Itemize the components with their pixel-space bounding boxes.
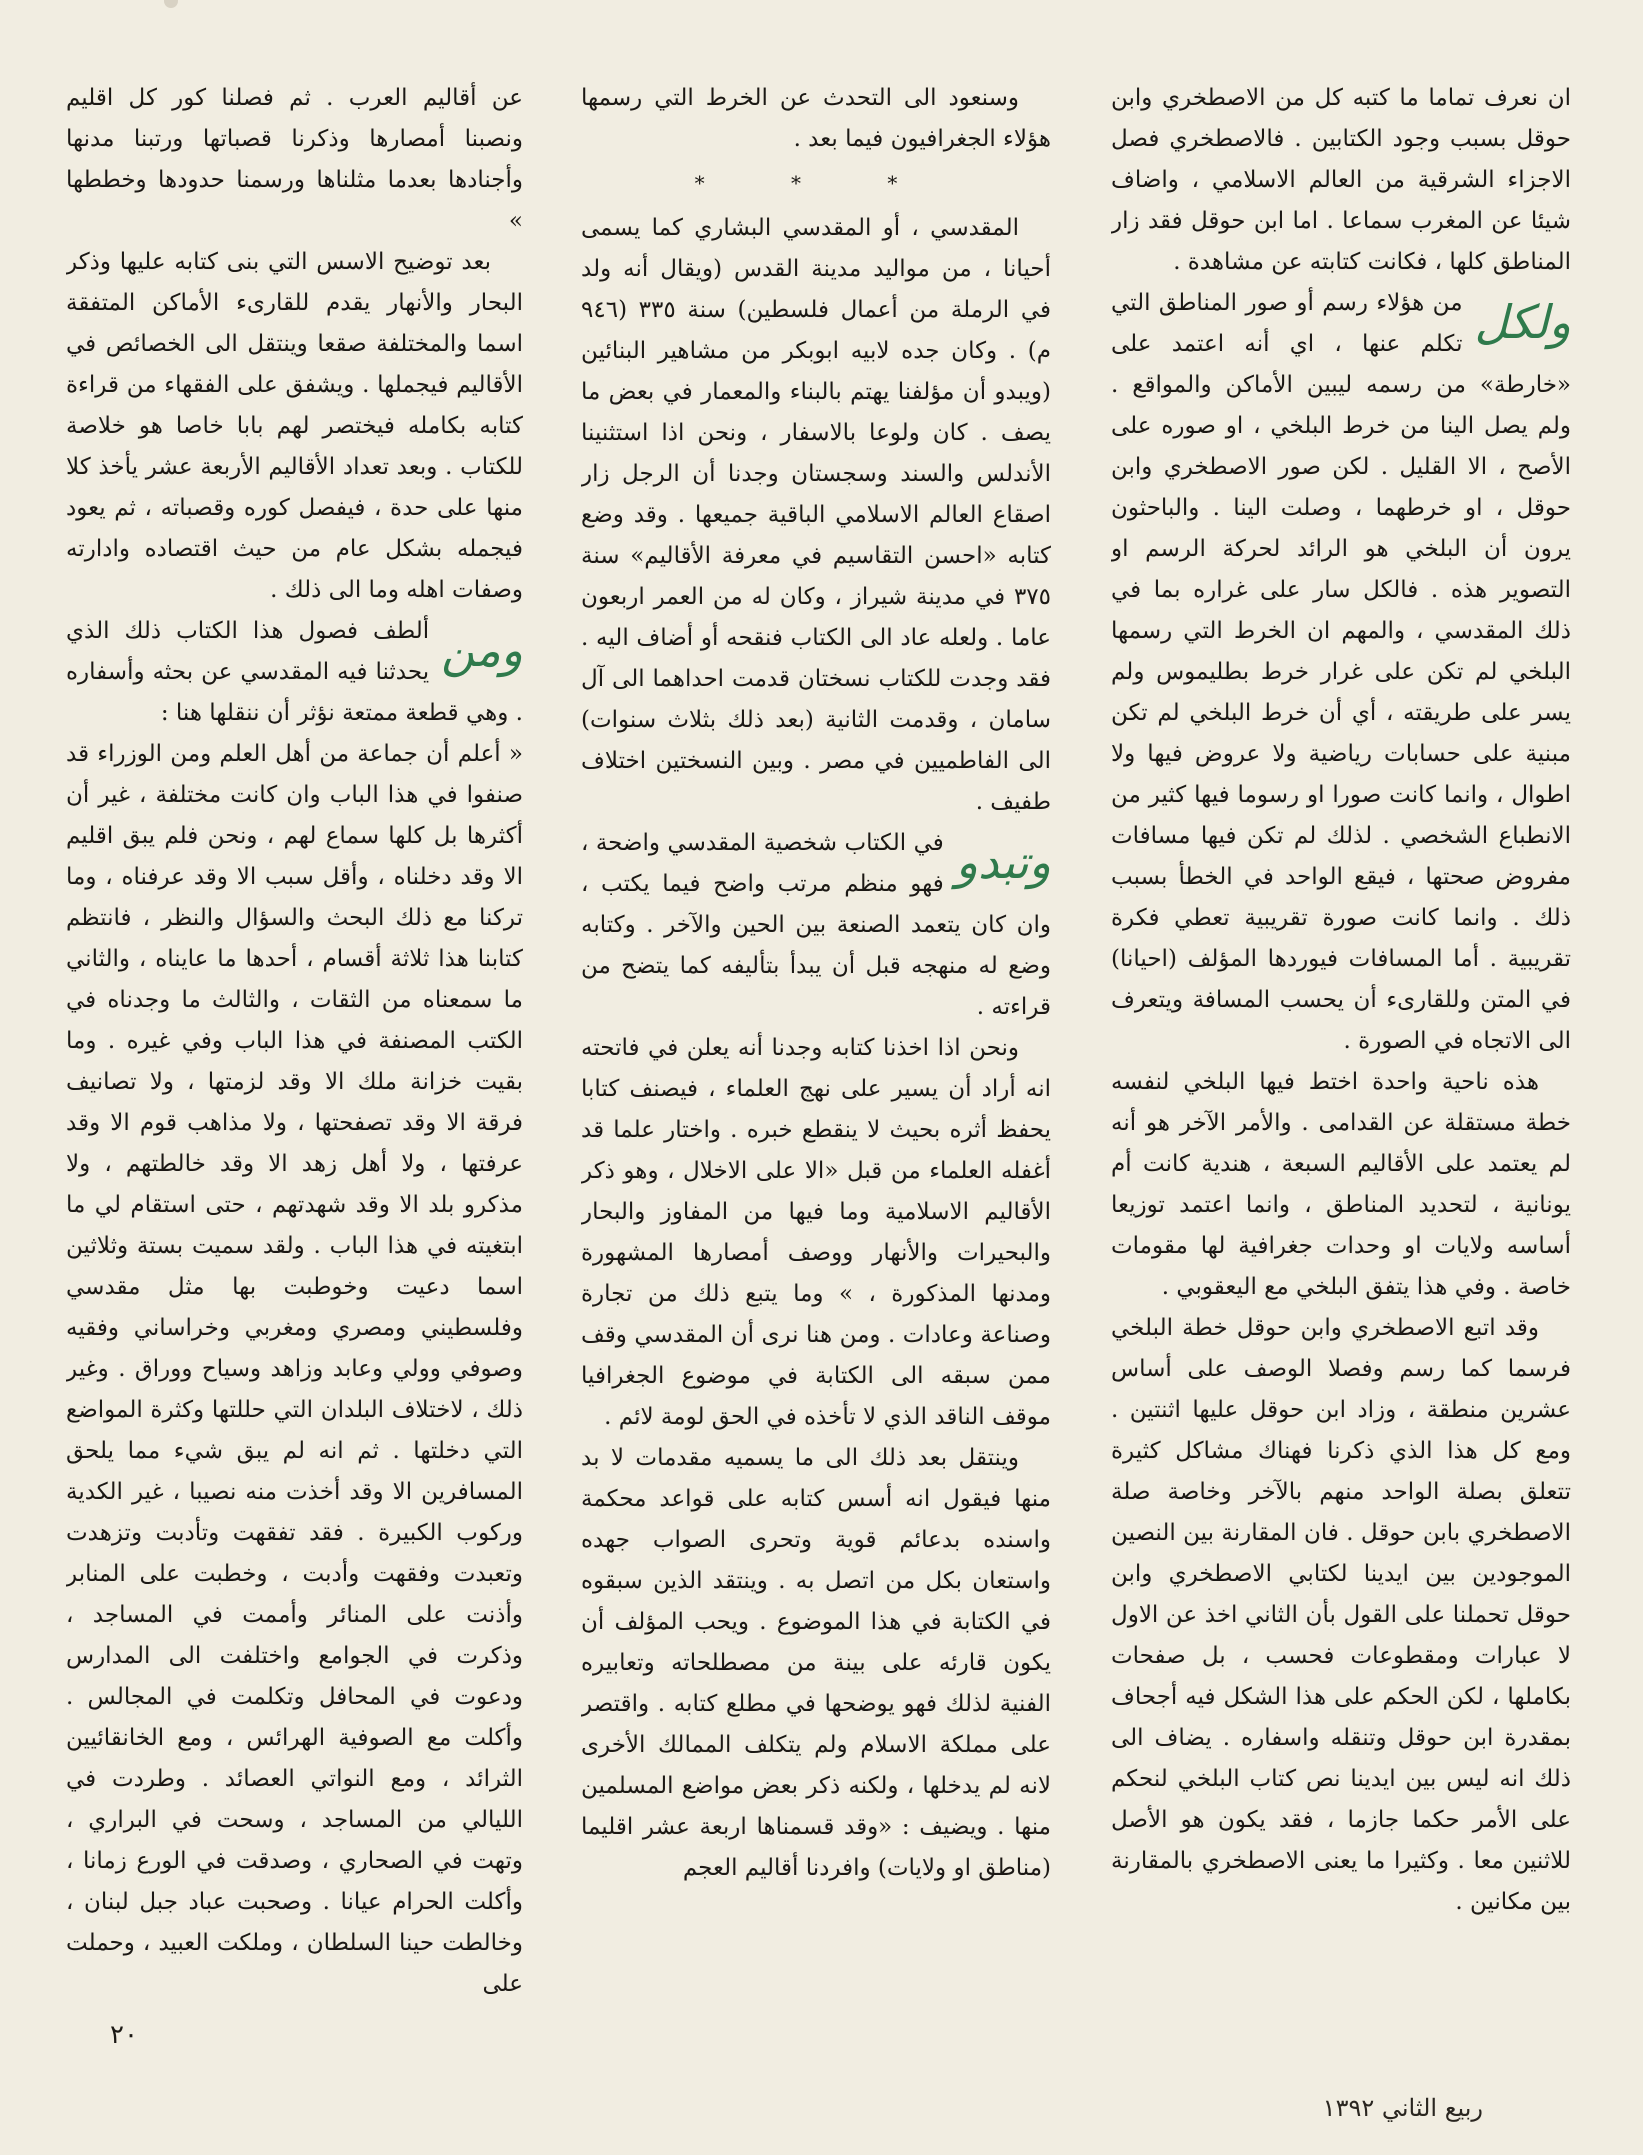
paragraph: عن أقاليم العرب . ثم فصلنا كور كل اقليم ونصبنا أمصارها وذكرنا قصباتها ورتبنا مدنها وأجنادها بعدما مثلناها ورسمنا حدودها وخططها » [66,85,523,234]
paragraph-with-dropcap [581,823,1051,1028]
section-separator: * * * [694,171,938,195]
paragraph: وينتقل بعد ذلك الى ما يسميه مقدمات لا بد منها فيقول انه أسس كتابه على قواعد محكمة واسنده بدعائم قوية وتحرى الصواب جهده واستعان بكل من اتصل به . وينتقد الذين سبقوه في الكتابة في هذا الموضوع . ويحب المؤلف أن يكون قارئه على بينة من مصطلحاته وتعابيره الفنية لذلك فهو يوضحها في مطلع كتابه . واقتصر على مملكة الاسلام ولم يتكلف الممالك الأخرى لانه لم يدخلها ، ولكنه ذكر بعض مواضع المسلمين منها . ويضيف : «وقد قسمناها اربعة عشر اقليما (مناطق او ولايات) وافردنا أقاليم العجم [581,1445,1051,1881]
paragraph: بعد توضيح الاسس التي بنى كتابه عليها وذكر البحار والأنهار يقدم للقارىء الأماكن المتفقة اسما والمختلفة صقعا وينتقل الى الخصائص في الأقاليم فيجملها . ويشفق على الفقهاء من قراءة كتابه بكامله فيختصر لهم بابا خاصا هو خلاصة للكتاب . وبعد تعداد الأقاليم الأربعة عشر يأخذ كلا منها على حدة ، فيفصل كوره وقصباته ، ثم يعود فيجمله بشكل عام من حيث اقتصاده وادارته وصفات اهله وما الى ذلك . [66,249,523,603]
dropcap-word: ولكل [1474,295,1571,349]
paragraph: ان نعرف تماما ما كتبه كل من الاصطخري وابن حوقل بسبب وجود الكتابين . فالاصطخري فصل الاجزاء الشرقية من العالم الاسلامي ، واضاف شيئا عن المغرب سماعا . اما ابن حوقل فقد زار المناطق كلها ، فكانت كتابته عن مشاهدة . [1111,85,1571,275]
dropcap-word: وتبدو [955,835,1051,889]
paragraph-text: ألطف فصول هذا الكتاب ذلك الذي يحدثنا فيه المقدسي عن بحثه وأسفاره . وهي قطعة ممتعة نؤثر أن ننقلها هنا : [66,618,523,726]
column-middle [581,78,1051,2008]
paragraph: المقدسي ، أو المقدسي البشاري كما يسمى أحيانا ، من مواليد مدينة القدس (ويقال أنه ولد في الرملة من أعمال فلسطين) سنة ٣٣٥ (٩٤٦ م) . وكان جده لابيه ابوبكر من مشاهير البنائين (ويبدو أن مؤلفنا يهتم بالبناء والمعمار في بعض ما يصف . كان ولوعا بالاسفار ، ونحن اذا استثنينا الأندلس والسند وسجستان وجدنا أن الرجل زار اصقاع العالم الاسلامي الباقية جميعها . وقد وضع كتابه «احسن التقاسيم في معرفة الأقاليم» سنة ٣٧٥ في مدينة شيراز ، وكان له من العمر اربعون عاما . ولعله عاد الى الكتاب فنقحه أو أضاف اليه . فقد وجدت للكتاب نسختان قدمت احداهما الى آل سامان ، وقدمت الثانية (بعد ذلك بثلاث سنوات) الى الفاطميين في مصر . وبين النسختين اختلاف طفيف . [581,215,1051,815]
paragraph: هذه ناحية واحدة اختط فيها البلخي لنفسه خطة مستقلة عن القدامى . والأمر الآخر هو أنه لم يعتمد على الأقاليم السبعة ، هندية كانت أم يونانية ، لتحديد المناطق ، وانما اعتمد توزيعا أساسه ولايات او وحدات جغرافية لها مقومات خاصة . وفي هذا يتفق البلخي مع اليعقوبي . [1111,1069,1571,1300]
paragraph-with-dropcap [66,611,523,734]
paragraph-text: من هؤلاء رسم أو صور المناطق التي تكلم عنها ، اي أنه اعتمد على «خارطة» من رسمه ليبين الأماكن والمواقع . ولم يصل الينا من خرط البلخي ، او صوره على الأصح ، الا القليل . لكن صور الاصطخري وابن حوقل ، او خرطهما ، وصلت الينا . والباحثون يرون أن البلخي هو الرائد لحركة الرسم او التصوير هذه . فالكل سار على غراره بما في ذلك المقدسي ، والمهم ان الخرط التي رسمها البلخي لم تكن على غرار خرط بطليموس ولم يسر على طريقته ، أي أن خرط البلخي لم تكن مبنية على حسابات رياضية ولا عروض فيها ولا اطوال ، وانما كانت صورا او رسوما فيها كثير من الانطباع الشخصي . لذلك لم تكن فيها مسافات مفروض صحتها ، فيقع الواحد في الخطأ بسبب ذلك . وانما كانت صورة تقريبية تعطي فكرة تقريبية . أما المسافات فيوردها المؤلف (احيانا) في المتن وللقارىء أن يحسب المسافة ويتعرف الى الاتجاه في الصورة . [1111,290,1571,1054]
quoted-passage: « أعلم أن جماعة من أهل العلم ومن الوزراء قد صنفوا في هذا الباب وان كانت مختلفة ، غير أن أكثرها بل كلها سماع لهم ، ونحن فلم يبق اقليم الا وقد دخلناه ، وأقل سبب الا وقد عرفناه ، وما تركنا مع ذلك البحث والسؤال والنظر ، فانتظم كتابنا هذا ثلاثة أقسام ، أحدها ما عايناه ، والثاني ما سمعناه من الثقات ، والثالث ما وجدناه في الكتب المصنفة في هذا الباب وفي غيره . وما بقيت خزانة ملك الا وقد لزمتها ، ولا تصانيف فرقة الا وقد تصفحتها ، ولا مذاهب قوم الا وقد عرفتها ، ولا أهل زهد الا وقد خالطتهم ، ولا مذكرو بلد الا وقد شهدتهم ، حتى استقام لي ما ابتغيته في هذا الباب . ولقد سميت بستة وثلاثين اسما دعيت وخوطبت بها مثل مقدسي وفلسطيني ومصري ومغربي وخراساني وفقيه وصوفي وولي وعابد وزاهد وسياح ووراق . وغير ذلك ، لاختلاف البلدان التي حللتها وكثرة المواضع التي دخلتها . ثم انه لم يبق شيء مما يلحق المسافرين الا وقد أخذت منه نصيبا ، غير الكدية وركوب الكبيرة . فقد تفقهت وتأدبت وتزهدت وتعبدت وفقهت وأدبت ، وخطبت على المنابر وأذنت على المنائر وأممت في المساجد ، وذكرت في الجوامع واختلفت الى المدارس ودعوت في المحافل وتكلمت في المجالس . وأكلت مع الصوفية الهرائس ، ومع الخانقائيين الثرائد ، ومع النواتي العصائد . وطردت في الليالي من المساجد ، وسحت في البراري ، وتهت في الصحاري ، وصدقت في الورع زمانا ، وأكلت الحرام عيانا . وصحبت عباد جبل لبنان ، وخالطت حينا السلطان ، وملكت العبيد ، وحملت على [66,741,523,1997]
dropcap-word: ومن [441,623,523,677]
scan-mark [164,0,178,8]
paragraph: ونحن اذا اخذنا كتابه وجدنا أنه يعلن في فاتحته انه أراد أن يسير على نهج العلماء ، فيصنف كتابا يحفظ أثره بحيث لا ينقطع خبره . واختار علما قد أغفله العلماء من قبل «الا على الاخلال ، وهو ذكر الأقاليم الاسلامية وما فيها من المفاوز والبحار والبحيرات والأنهار ووصف أمصارها المشهورة ومدنها المذكورة ، » وما يتبع ذلك من تجارة وصناعة وعادات . ومن هنا نرى أن المقدسي وقف ممن سبقه الى الكتابة في موضوع الجغرافيا موقف الناقد الذي لا تأخذه في الحق لومة لائم . [581,1035,1051,1430]
paragraph-text: في الكتاب شخصية المقدسي واضحة ، فهو منظم مرتب واضح فيما يكتب ، وان كان يتعمد الصنعة بين الحين والآخر . وكتابه وضع له منهجه قبل أن يبدأ بتأليفه كما يتضح من قراءته . [581,830,1051,1020]
paragraph-with-dropcap [1111,283,1571,1062]
footer-date: ربيع الثاني ١٣٩٢ [1322,2094,1483,2122]
page-number: ٢٠ [110,2020,138,2050]
paragraph: وقد اتبع الاصطخري وابن حوقل خطة البلخي فرسما كما رسم وفصلا الوصف على أساس عشرين منطقة ، وزاد ابن حوقل عليها اثنتين . ومع كل هذا الذي ذكرنا فهناك مشاكل كثيرة تتعلق بصلة الواحد منهم بالآخر وخاصة صلة الاصطخري بابن حوقل . فان المقارنة بين النصين الموجودين بين ايدينا لكتابي الاصطخري وابن حوقل تحملنا على القول بأن الثاني اخذ عن الاول لا عبارات ومقطوعات فحسب ، بل صفحات بكاملها ، لكن الحكم على هذا الشكل فيه أجحاف بمقدرة ابن حوقل وتنقله واسفاره . يضاف الى ذلك انه ليس بين ايدينا نص كتاب البلخي لنحكم على الأمر حكما جازما ، فقد يكون هو الأصل للاثنين معا . وكثيرا ما يعنى الاصطخري بالمقارنة بين مكانين . [1111,1315,1571,1915]
column-left [66,78,523,2008]
column-right [1111,78,1571,2008]
paragraph: وسنعود الى التحدث عن الخرط التي رسمها هؤلاء الجغرافيون فيما بعد . [581,85,1051,152]
